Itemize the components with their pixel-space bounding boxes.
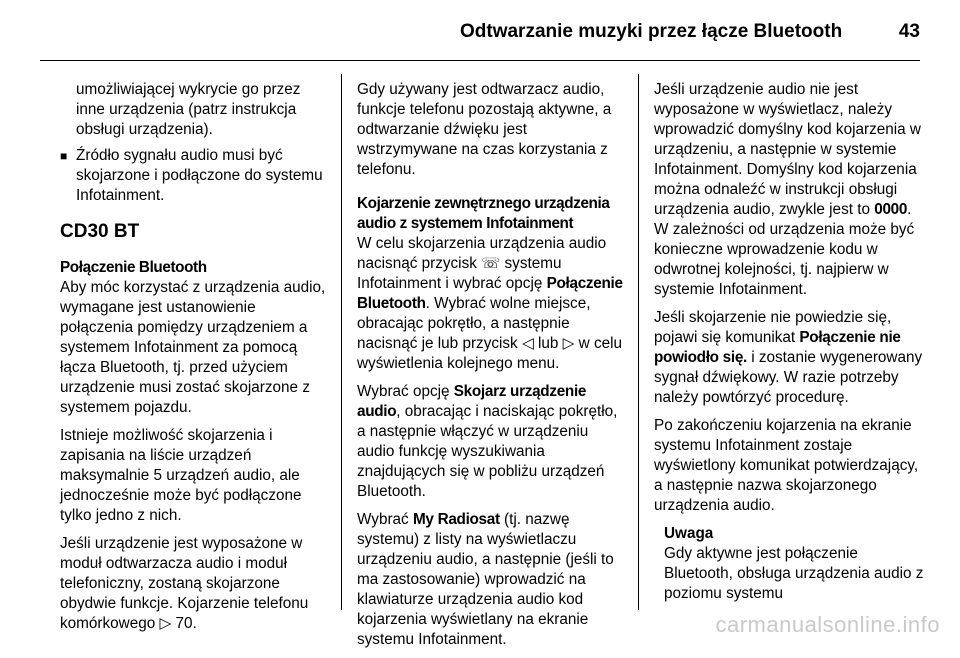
paragraph: Aby móc korzystać z urządzenia audio, wymagane jest ustanowienie połączenia pomiędzy urządzeniem a systemem Infotainment za pomocą łącza Bluetooth, tj. przed użyciem urządzenie musi zostać skojarzone z systemem pojazdu. [60, 279, 326, 416]
menu-option-bluetooth-connection: Połączenie Bluetooth [357, 275, 623, 312]
bullet-item [60, 146, 328, 206]
header-divider [40, 60, 920, 61]
note-title: Uwaga [664, 525, 714, 542]
section-title: CD30 BT [60, 221, 140, 242]
bullet-square-icon: ■ [60, 149, 68, 163]
column-1 [60, 80, 328, 642]
paragraph [60, 534, 328, 634]
text: . Wybrać wolne miejsce, obracając pokrętło, a następnie nacisnąć je lub przycisk [357, 295, 591, 352]
text: systemu Infotainment i wybrać opcję [357, 255, 562, 292]
text: . W zależności od urządzenia może być konieczne wprowadzenie kodu w odwrotnej kolejności, tj. najpierw w systemie Infotainment. [654, 201, 915, 298]
page-reference-icon: ▷ [159, 615, 172, 632]
column-divider-1 [341, 74, 342, 610]
column-divider-2 [638, 74, 639, 610]
text: Jeśli urządzenie audio nie jest wyposażone w wyświetlacz, należy wprowadzić domyślny kod kojarzenia w urządzeniu, a następnie w systemie Infotainment. Domyślny kod kojarzenia można odnaleźć w instrukcji obsługi urządzenia audio, zwykle jest to [654, 81, 921, 218]
note-box [654, 524, 924, 604]
paragraph-text: Jeśli urządzenie jest wyposażone w moduł odtwarzacza audio i moduł telefoniczny, zostaną skojarzone obydwie funkcje. Kojarzenie telefonu komórkowego [60, 535, 309, 632]
text: W celu skojarzenia urządzenia audio nacisnąć przycisk [357, 235, 607, 272]
system-name: My Radiosat [412, 511, 500, 528]
text: , obracając i naciskając pokrętło, a następnie włączyć w urządzeniu audio funkcję wyszukiwania znajdujących się w pobliżu urządzeń Bluetooth. [357, 403, 618, 500]
text: i zostanie wygenerowany sygnał dźwiękowy. W razie potrzeby należy powtórzyć procedurę. [654, 349, 923, 406]
text: w celu wyświetlenia kolejnego menu. [357, 335, 622, 372]
text: lub [537, 335, 559, 352]
paragraph [357, 382, 627, 502]
subheading-bluetooth-connection: Połączenie Bluetooth [60, 259, 207, 276]
text: Wybrać [357, 511, 409, 528]
page-number: 43 [898, 21, 920, 42]
triangle-right-icon: ▷ [562, 335, 575, 352]
triangle-left-icon: ◁ [521, 335, 534, 352]
text: (tj. nazwę systemu) z listy na wyświetlaczu urządzeniu audio, a następnie (jeśli to ma zastosowanie) wprowadzić na klawiaturze urządzenia audio kod kojarzenia wyświetlany na ekranie systemu Infotainment. [357, 511, 614, 648]
paragraph [357, 510, 627, 650]
continued-bullet-text: umożliwiającej wykrycie go przez inne urządzenia (patrz instrukcja obsługi urządzenia). [76, 81, 301, 138]
column-3 [654, 80, 924, 612]
page-reference-link[interactable]: 70. [175, 615, 197, 632]
telephone-music-icon: ☏ [481, 255, 501, 272]
page-header-title: Odtwarzanie muzyki przez łącze Bluetooth [460, 21, 843, 42]
paragraph: Gdy używany jest odtwarzacz audio, funkcje telefonu pozostają aktywne, a odtwarzanie dźwięku jest wstrzymywane na czas korzystania z telefonu. [357, 81, 612, 178]
note-text: Gdy aktywne jest połączenie Bluetooth, obsługa urządzenia audio z poziomu systemu [664, 545, 924, 602]
paragraph [654, 308, 924, 408]
paragraph [357, 234, 627, 374]
text: Jeśli skojarzenie nie powiedzie się, pojawi się komunikat [654, 309, 892, 346]
message-connection-failed: Połączenie nie powiodło się. [654, 329, 901, 366]
default-pairing-code: 0000 [874, 201, 908, 218]
text: Wybrać opcję [357, 383, 450, 400]
watermark: carmanualsonline.info [715, 612, 940, 637]
bullet-item-text: Źródło sygnału audio musi być skojarzone i podłączone do systemu Infotainment. [76, 147, 323, 204]
paragraph [654, 80, 924, 300]
subheading-pairing: Kojarzenie zewnętrznego urządzenia audio z systemem Infotainment [357, 195, 610, 232]
column-2 [357, 80, 627, 658]
paragraph: Istnieje możliwość skojarzenia i zapisania na liście urządzeń maksymalnie 5 urządzeń audio, ale jednocześnie może być podłączone tylko jedno z nich. [60, 427, 302, 524]
paragraph: Po zakończeniu kojarzenia na ekranie systemu Infotainment zostaje wyświetlony komunikat potwierdzający, a następnie nazwa skojarzonego urządzenia audio. [654, 417, 919, 514]
menu-option-pair-audio-device: Skojarz urządzenie audio [357, 383, 587, 420]
